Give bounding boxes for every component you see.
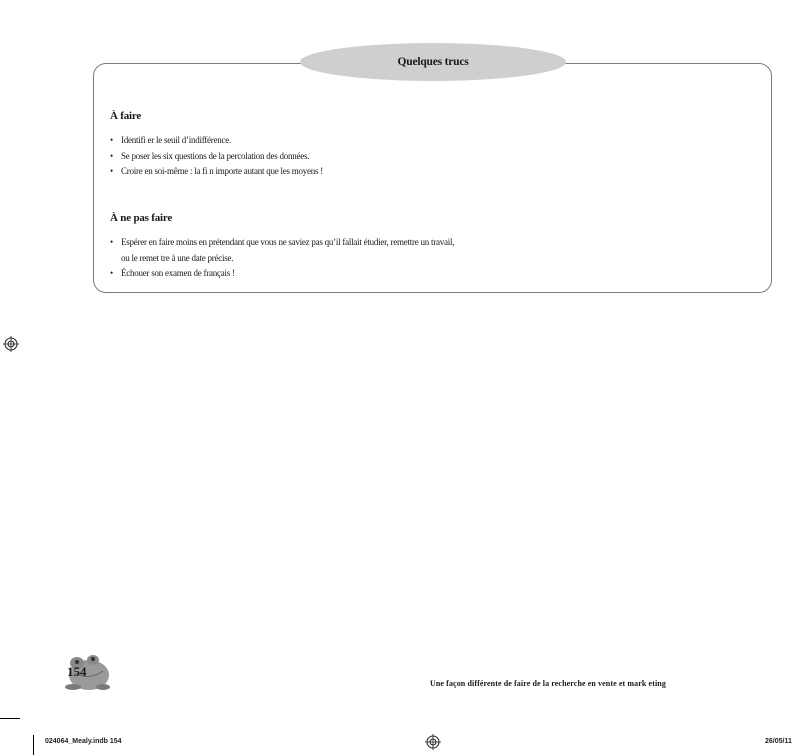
list-item: • Espérer en faire moins en prétendant que vous ne saviez pas qu’il fallait étudier, remettre un travail, ou le remet tre à une date précise.	[110, 237, 455, 263]
crop-mark	[0, 718, 20, 719]
slug-file: 024064_Mealy.indb 154	[45, 738, 122, 745]
page-number: 154	[67, 664, 87, 679]
running-footer: Une façon différente de faire de la recherche en vente et mark eting	[430, 679, 666, 688]
tips-box-title: Quelques trucs	[300, 43, 566, 81]
list-item: • Échouer son examen de français !	[110, 268, 235, 278]
do-heading: À faire	[110, 110, 142, 122]
dont-list	[110, 235, 454, 282]
crop-mark	[33, 735, 34, 755]
list-item: • Identifi er le seuil d’indifférence.	[110, 135, 232, 145]
list-item: • Se poser les six questions de la percolation des données.	[110, 150, 310, 161]
list-item: • Croire en soi-même : la fi n importe autant que les moyens !	[110, 166, 323, 176]
registration-mark-icon	[425, 734, 441, 750]
dont-heading: À ne pas faire	[110, 212, 173, 224]
do-list	[110, 133, 323, 180]
slug-date: 26/05/11	[765, 738, 792, 745]
registration-mark-icon	[3, 336, 19, 352]
